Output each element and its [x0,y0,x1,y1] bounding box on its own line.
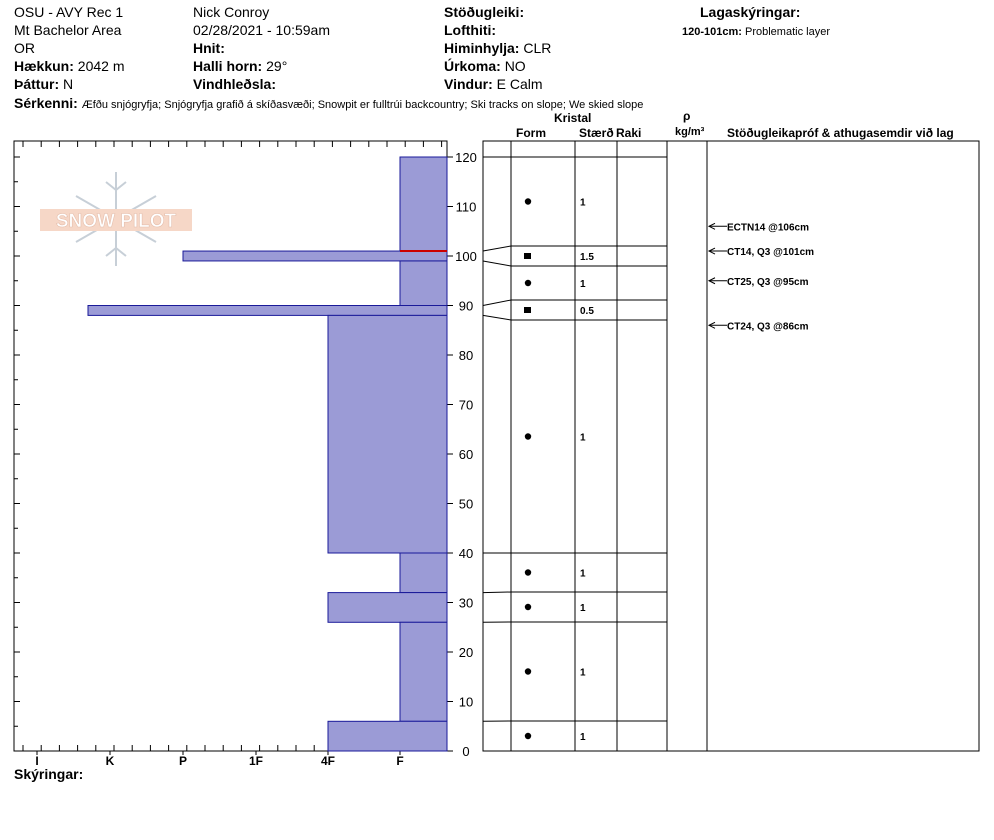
stability-test-label: ECTN14 @106cm [727,222,810,234]
slope-value: 29° [266,58,288,74]
aspect-label: Þáttur: [14,76,60,92]
grain-size-value: 1 [580,603,586,614]
x-tick-label-P: P [178,754,188,768]
legend-text: Problematic layer [745,26,830,38]
elevation-value: 2042 m [77,58,125,74]
grain-size-value: 1.5 [580,252,594,263]
grain-form-square-icon [524,307,531,313]
precip-value: NO [504,58,526,74]
grain-size-value: 1 [580,732,586,743]
y-tick-label-20: 20 [458,645,474,660]
hardness-bar [328,593,447,623]
x-tick-label-F: F [396,754,404,768]
grain-size-value: 0.5 [580,306,594,317]
hardness-bar [88,306,447,316]
y-tick-label-90: 90 [458,298,474,314]
hardness-bar [400,261,447,306]
hardness-bar [400,553,447,593]
x-tick-label-I: I [35,754,39,768]
y-tick-label-0: 0 [462,744,470,759]
y-tick-label-70: 70 [458,397,474,413]
x-tick-label-K: K [105,754,115,768]
density-symbol: ρ [683,109,691,123]
crystal-header: Kristal [554,111,592,125]
y-tick-label-30: 30 [458,595,474,611]
grain-form-dot-icon [525,733,531,739]
watermark [40,172,192,266]
wind-loading-label: Vindhleðsla: [193,76,276,92]
y-tick-label-50: 50 [458,496,474,512]
x-tick-label-1F: 1F [248,754,264,768]
precip-label: Úrkoma: [444,58,501,74]
y-tick-label-10: 10 [458,694,474,710]
y-tick-label-40: 40 [458,546,474,561]
hardness-bar [400,157,447,251]
y-tick-label-110: 110 [455,199,477,215]
grain-size-value: 1 [580,197,586,209]
aspect-value: N [63,76,74,92]
legend-title: Lagaskýringar: [700,4,801,20]
watermark-text: SNOW PILOT [55,211,177,232]
sky-label: Himinhylja: [444,40,520,56]
grain-form-dot-icon [525,433,531,439]
stability-label: Stöðugleiki: [444,4,525,20]
form-header: Form [516,126,546,140]
grain-form-dot-icon [525,604,531,610]
y-tick-label-100: 100 [455,249,477,264]
stability-test-label: CT25, Q3 @95cm [727,276,809,288]
location-line-3: OR [14,40,35,56]
y-tick-label-80: 80 [458,348,474,363]
grain-size-value: 1 [580,667,586,679]
legend-range: 120-101cm: [682,26,742,38]
footer-label: Skýringar: [14,766,84,782]
x-tick-label-4F: 4F [320,754,336,768]
density-unit: kg/m³ [675,126,705,138]
stability-test-label: CT14, Q3 @101cm [727,247,815,259]
grain-form-dot-icon [525,668,531,674]
grain-form-square-icon [524,253,531,259]
stability-tests-header: Stöðugleikapróf & athugasemdir við lag [727,126,954,140]
size-header: Stærð [579,126,614,140]
wind-label: Vindur: [444,76,493,92]
grain-size-value: 1 [580,432,586,444]
location-line-1: OSU - AVY Rec 1 [14,4,124,20]
notes-value: Æfðu snjógryfja; Snjógryfja grafið á skíðasvæði; Snowpit er fulltrúi backcountry; Ski tracks on slope; We skied slope [81,99,644,111]
hardness-bar [400,622,447,721]
grain-form-dot-icon [525,198,531,204]
y-tick-label-120: 120 [455,150,477,165]
sky-value: CLR [523,40,552,56]
observer-name: Nick Conroy [193,4,270,20]
slope-label: Halli horn: [193,58,263,74]
grain-form-dot-icon [525,280,531,286]
coords-label: Hnit: [193,40,225,56]
air-temp-label: Lofthiti: [444,22,497,38]
y-tick-label-60: 60 [458,447,474,462]
stability-test-label: CT24, Q3 @86cm [727,321,809,333]
grain-form-dot-icon [525,569,531,575]
hardness-bar [328,315,447,553]
grain-size-value: 1 [580,568,586,580]
observation-date: 02/28/2021 - 10:59am [193,22,330,38]
hardness-bar [183,251,447,261]
location-line-2: Mt Bachelor Area [14,22,122,38]
grain-size-value: 1 [580,279,586,290]
notes-label: Sérkenni: [14,95,78,111]
elevation-label: Hækkun: [14,58,74,74]
wind-value: E Calm [496,76,543,92]
hardness-bar [328,721,447,751]
moisture-header: Raki [616,126,642,140]
